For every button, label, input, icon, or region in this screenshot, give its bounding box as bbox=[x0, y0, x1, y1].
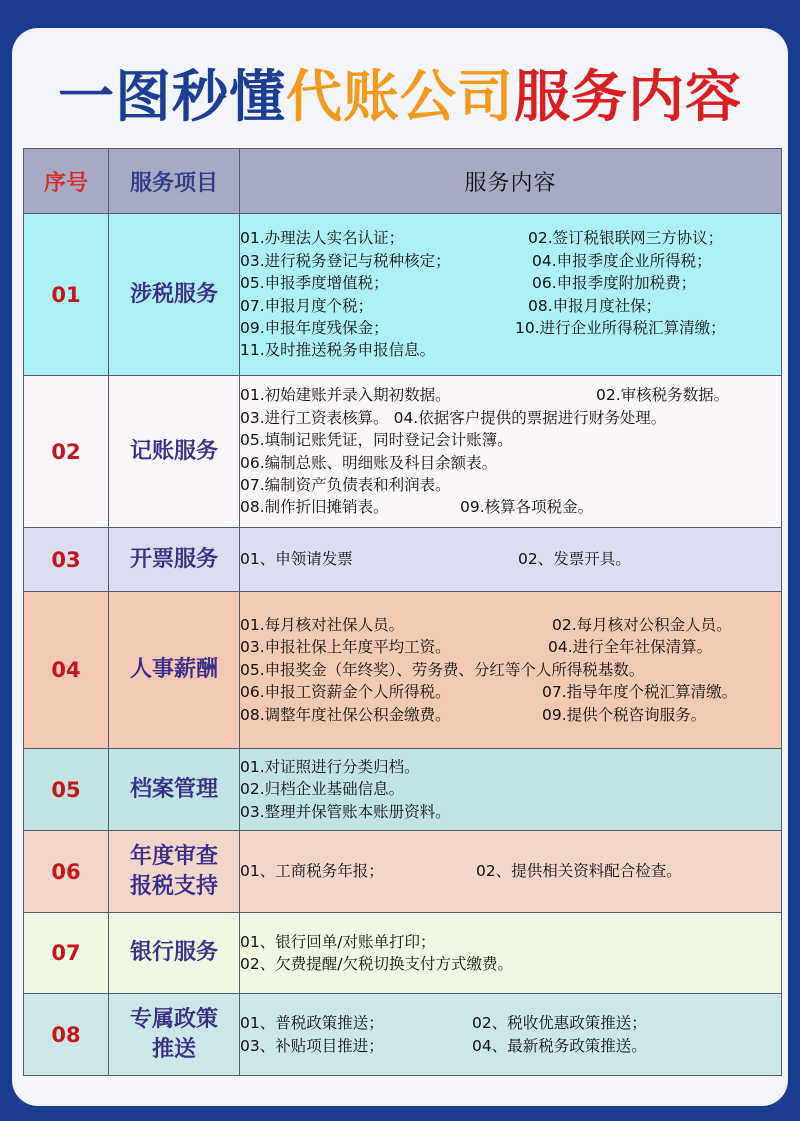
content-text: 05.申报奖金（年终奖）、劳务费、分红等个人所得税基数。 bbox=[240, 660, 645, 679]
row-content bbox=[240, 592, 782, 749]
row-content bbox=[240, 831, 782, 913]
table-row bbox=[24, 528, 782, 592]
content-text: 05.申报季度增值税； bbox=[240, 274, 389, 293]
content-text: 10.进行企业所得税汇算清缴； bbox=[515, 318, 726, 337]
content-line bbox=[240, 614, 781, 636]
content-line bbox=[240, 756, 781, 778]
row-item: 银行服务 bbox=[109, 913, 240, 994]
row-item: 档案管理 bbox=[109, 749, 240, 831]
content-text: 06.申报季度附加税费； bbox=[532, 274, 697, 293]
content-line bbox=[240, 636, 781, 658]
row-num: 06 bbox=[24, 831, 109, 913]
row-item bbox=[109, 831, 240, 913]
content-text: 02、发票开具。 bbox=[518, 550, 631, 569]
content-text: 07.申报月度个税； bbox=[240, 296, 374, 315]
row-item-line: 报税支持 bbox=[129, 873, 218, 899]
title-part-1: 一图秒懂 bbox=[58, 65, 286, 130]
content-text: 08.制作折旧摊销表。 bbox=[240, 498, 389, 517]
content-text: 01、银行回单/对账单打印； bbox=[240, 932, 436, 951]
content-line bbox=[240, 295, 781, 317]
content-text: 02.归档企业基础信息。 bbox=[240, 780, 405, 799]
content-text: 04.申报季度企业所得税； bbox=[532, 251, 712, 270]
table-row bbox=[24, 994, 782, 1076]
content-text: 03、补贴项目推进； bbox=[240, 1036, 384, 1055]
content-text: 01、普税政策推送； bbox=[240, 1014, 384, 1033]
content-text: 09.申报年度残保金； bbox=[240, 318, 389, 337]
content-text: 06.编制总账、明细账及科目余额表。 bbox=[240, 453, 498, 472]
content-text: 01.初始建账并录入期初数据。 bbox=[240, 386, 451, 405]
content-text: 01.每月核对社保人员。 bbox=[240, 616, 405, 635]
table-row bbox=[24, 592, 782, 749]
page-title bbox=[0, 62, 800, 134]
row-content bbox=[240, 528, 782, 592]
content-text: 04、最新税务政策推送。 bbox=[472, 1036, 647, 1055]
content-text: 04.进行全年社保清算。 bbox=[548, 638, 713, 657]
table-row bbox=[24, 913, 782, 994]
content-text: 08.申报月度社保； bbox=[528, 296, 662, 315]
row-content bbox=[240, 214, 782, 376]
row-item: 记账服务 bbox=[109, 376, 240, 528]
content-text: 01.对证照进行分类归档。 bbox=[240, 757, 420, 776]
content-line bbox=[240, 801, 781, 823]
header-num: 序号 bbox=[24, 149, 109, 214]
content-line bbox=[240, 659, 781, 681]
row-item-line: 年度审查 bbox=[129, 843, 218, 869]
row-item bbox=[109, 994, 240, 1076]
content-text: 02、提供相关资料配合检查。 bbox=[476, 862, 682, 881]
row-num: 05 bbox=[24, 749, 109, 831]
content-text: 01、工商税务年报； bbox=[240, 862, 384, 881]
content-text: 02、欠费提醒/欠税切换支付方式缴费。 bbox=[240, 955, 513, 973]
title-part-3: 服务内容 bbox=[514, 65, 742, 130]
header-item: 服务项目 bbox=[109, 149, 240, 214]
row-num: 07 bbox=[24, 913, 109, 994]
content-text: 03.进行税务登记与税种核定； bbox=[240, 251, 451, 270]
row-content bbox=[240, 749, 782, 831]
content-line bbox=[240, 227, 781, 249]
content-text: 06.申报工资薪金个人所得税。 bbox=[240, 683, 451, 702]
row-num: 03 bbox=[24, 528, 109, 592]
content-text: 03.进行工资表核算。 04.依据客户提供的票据进行财务处理。 bbox=[240, 408, 667, 427]
table-row bbox=[24, 831, 782, 913]
content-line bbox=[240, 339, 781, 361]
content-text: 01.办理法人实名认证； bbox=[240, 229, 405, 248]
content-line bbox=[240, 452, 781, 474]
row-num: 01 bbox=[24, 214, 109, 376]
content-line bbox=[240, 778, 781, 800]
content-line bbox=[240, 1012, 781, 1034]
content-line bbox=[240, 860, 781, 882]
table-row bbox=[24, 749, 782, 831]
content-text: 07.编制资产负债表和利润表。 bbox=[240, 475, 451, 494]
content-line bbox=[240, 681, 781, 703]
content-text: 09.提供个税咨询服务。 bbox=[542, 705, 707, 724]
content-text: 02、税收优惠政策推送； bbox=[472, 1014, 647, 1033]
content-text: 09.核算各项税金。 bbox=[460, 498, 594, 517]
service-table bbox=[23, 148, 782, 1076]
table-row bbox=[24, 214, 782, 376]
row-content bbox=[240, 994, 782, 1076]
row-item-line: 专属政策 bbox=[129, 1006, 218, 1032]
content-text: 07.指导年度个税汇算清缴。 bbox=[542, 683, 738, 702]
content-line bbox=[240, 250, 781, 272]
header-content: 服务内容 bbox=[240, 149, 782, 214]
row-item-line: 推送 bbox=[151, 1036, 196, 1062]
row-item: 开票服务 bbox=[109, 528, 240, 592]
row-num: 02 bbox=[24, 376, 109, 528]
content-text: 02.签订税银联网三方协议； bbox=[528, 229, 724, 248]
content-line bbox=[240, 931, 781, 953]
row-item: 涉税服务 bbox=[109, 214, 240, 376]
content-line bbox=[240, 704, 781, 726]
content-line bbox=[240, 1035, 781, 1057]
content-line bbox=[240, 272, 781, 294]
content-line bbox=[240, 496, 781, 518]
content-text: 02.审核税务数据。 bbox=[596, 386, 730, 405]
row-num: 04 bbox=[24, 592, 109, 749]
content-text: 02.每月核对公积金人员。 bbox=[552, 616, 732, 635]
title-part-2: 代账公司 bbox=[286, 65, 514, 130]
table-row bbox=[24, 376, 782, 528]
content-text: 05.填制记账凭证，同时登记会计账簿。 bbox=[240, 431, 513, 450]
content-text: 03.申报社保上年度平均工资。 bbox=[240, 638, 451, 657]
content-line bbox=[240, 384, 781, 406]
content-line bbox=[240, 407, 781, 429]
row-item: 人事薪酬 bbox=[109, 592, 240, 749]
content-line bbox=[240, 317, 781, 339]
content-line bbox=[240, 429, 781, 451]
row-content bbox=[240, 913, 782, 994]
content-line bbox=[240, 474, 781, 496]
content-line bbox=[240, 548, 781, 570]
content-text: 03.整理并保管账本账册资料。 bbox=[240, 802, 451, 821]
content-text: 08.调整年度社保公积金缴费。 bbox=[240, 705, 451, 724]
content-line bbox=[240, 953, 781, 975]
table-header-row bbox=[24, 149, 782, 214]
row-content bbox=[240, 376, 782, 528]
content-text: 01、申领请发票 bbox=[240, 550, 353, 569]
content-text: 11.及时推送税务申报信息。 bbox=[240, 341, 436, 360]
row-num: 08 bbox=[24, 994, 109, 1076]
